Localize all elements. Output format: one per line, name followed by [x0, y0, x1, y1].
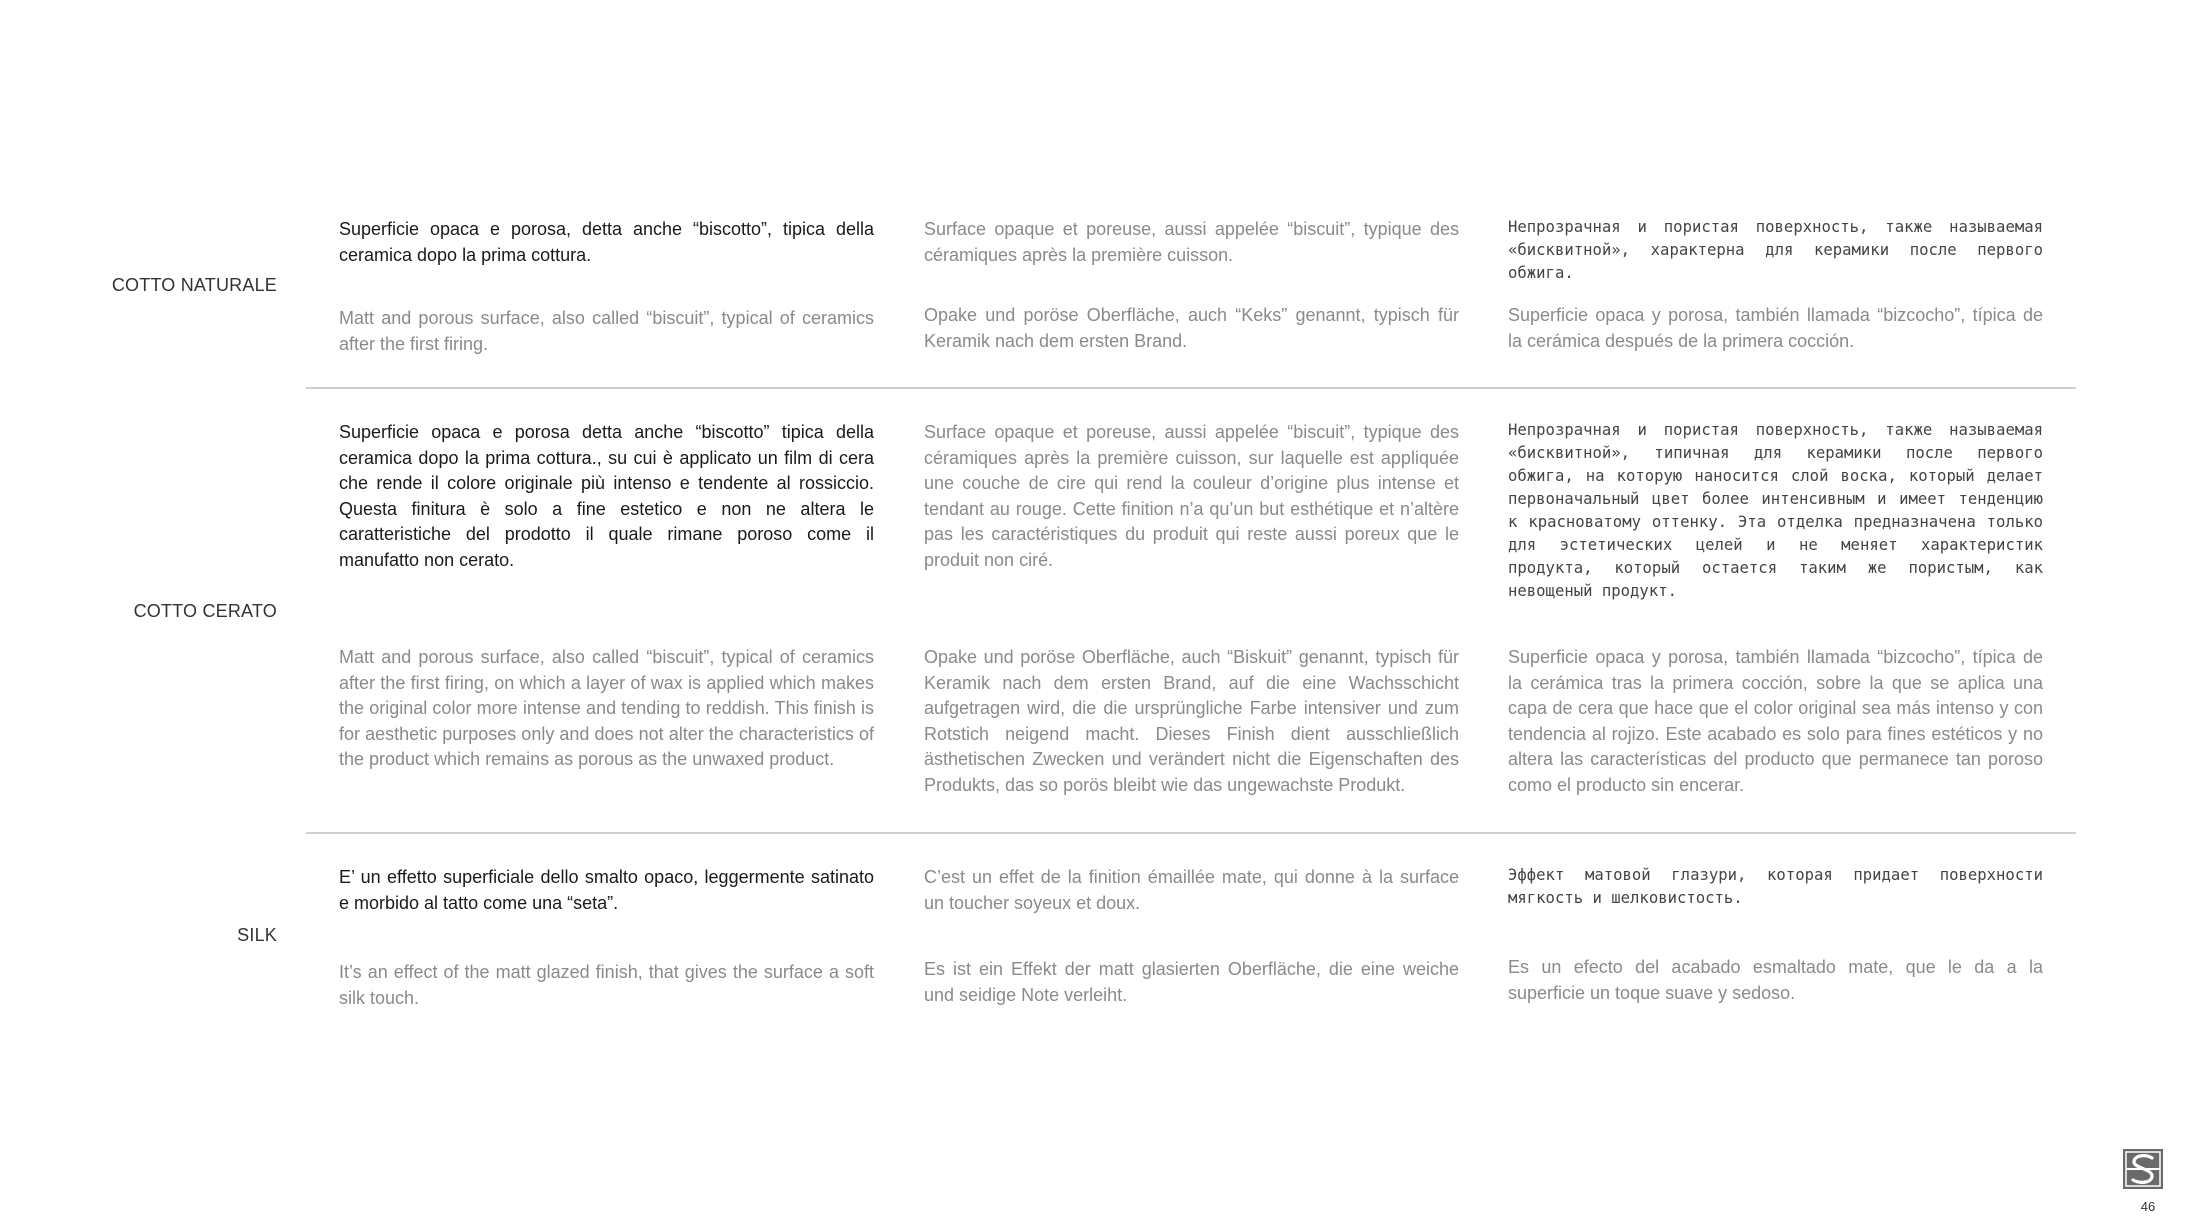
text-russian: Непрозрачная и пористая поверхность, также называемая «бисквитной», типичная для керамики после первого обжига, на которую наносится слой воска, который делает первоначальный цвет более интенсивным и имеет тенденцию к красноватому оттенку. Эта отделка предназначена только для эстетических целей и не меняет характеристик продукта, который остается таким же пористым, как невощеный продукт.: [1508, 421, 2043, 600]
text-italian: Superficie opaca e porosa, detta anche “biscotto”, tipica della ceramica dopo la prima cottura.: [339, 219, 874, 265]
brand-logo-icon: [2123, 1149, 2163, 1189]
text-german: Opake und poröse Oberfläche, auch “Biskuit” genannt, typisch für Keramik nach dem ersten Brand, auf die eine Wachsschicht aufgetragen wird, die die ursprüngliche Farbe intensiver und zum Rotstich neigend macht. Dieses Finish dient ausschließlich ästhetischen Zwecken und verändert nicht die Eigenschaften des Produkts, das so porös bleibt wie das ungewachste Produkt.: [924, 647, 1459, 795]
section-label: COTTO CERATO: [133, 601, 277, 621]
text-italian: Superficie opaca e porosa detta anche “biscotto” tipica della ceramica dopo la prima cottura., su cui è applicato un film di cera che rende il colore originale più intenso e tendente al rossiccio. Questa finitura è solo a fine estetico e non ne altera le caratteristiche del prodotto il quale rimane poroso come il manufatto non cerato.: [339, 422, 874, 570]
text-german: Es ist ein Effekt der matt glasierten Oberfläche, die eine weiche und seidige Note verleiht.: [924, 959, 1459, 1005]
section-label: SILK: [237, 925, 277, 945]
text-french: Surface opaque et poreuse, aussi appelée “biscuit”, typique des céramiques après la première cuisson.: [924, 219, 1459, 265]
text-french: C’est un effet de la finition émaillée mate, qui donne à la surface un toucher soyeux et doux.: [924, 867, 1459, 913]
text-german: Opake und poröse Oberfläche, auch “Keks” genannt, typisch für Keramik nach dem ersten Brand.: [924, 305, 1459, 351]
section-divider: [306, 832, 2076, 834]
text-italian: E’ un effetto superficiale dello smalto opaco, leggermente satinato e morbido al tatto come una “seta”.: [339, 867, 874, 913]
text-english: Matt and porous surface, also called “biscuit”, typical of ceramics after the first firing.: [339, 308, 874, 354]
text-french: Surface opaque et poreuse, aussi appelée “biscuit”, typique des céramiques après la première cuisson, sur laquelle est appliquée une couche de cire qui rend la couleur d’origine plus intense et tendant au rouge. Cette finition n’a qu’un but esthétique et n’altère pas les caractéristiques du produit qui reste aussi poreux que le produit non ciré.: [924, 422, 1459, 570]
text-spanish: Superficie opaca y porosa, también llamada “bizcocho”, típica de la cerámica tras la primera cocción, sobre la que se aplica una capa de cera que hace que el color original sea más intenso y con tendencia al rojizo. Este acabado es solo para fines estéticos y no altera las características del producto que permanece tan poroso como el producto sin encerar.: [1508, 647, 2043, 795]
section-label: COTTO NATURALE: [111, 275, 277, 295]
section-divider: [306, 387, 2076, 389]
page-number: 46: [2140, 1199, 2156, 1214]
text-russian: Эффект матовой глазури, которая придает поверхности мягкость и шелковистость.: [1508, 866, 2043, 907]
text-russian: Непрозрачная и пористая поверхность, также называемая «бисквитной», характерна для керамики после первого обжига.: [1508, 218, 2043, 282]
text-spanish: Es un efecto del acabado esmaltado mate, que le da a la superficie un toque suave y sedoso.: [1508, 957, 2043, 1003]
text-english: It’s an effect of the matt glazed finish, that gives the surface a soft silk touch.: [339, 962, 874, 1008]
text-spanish: Superficie opaca y porosa, también llamada “bizcocho”, típica de la cerámica después de la primera cocción.: [1508, 305, 2043, 351]
text-english: Matt and porous surface, also called “biscuit”, typical of ceramics after the first firing, on which a layer of wax is applied which makes the original color more intense and tending to reddish. This finish is for aesthetic purposes only and does not alter the characteristics of the product which remains as porous as the unwaxed product.: [339, 647, 874, 769]
